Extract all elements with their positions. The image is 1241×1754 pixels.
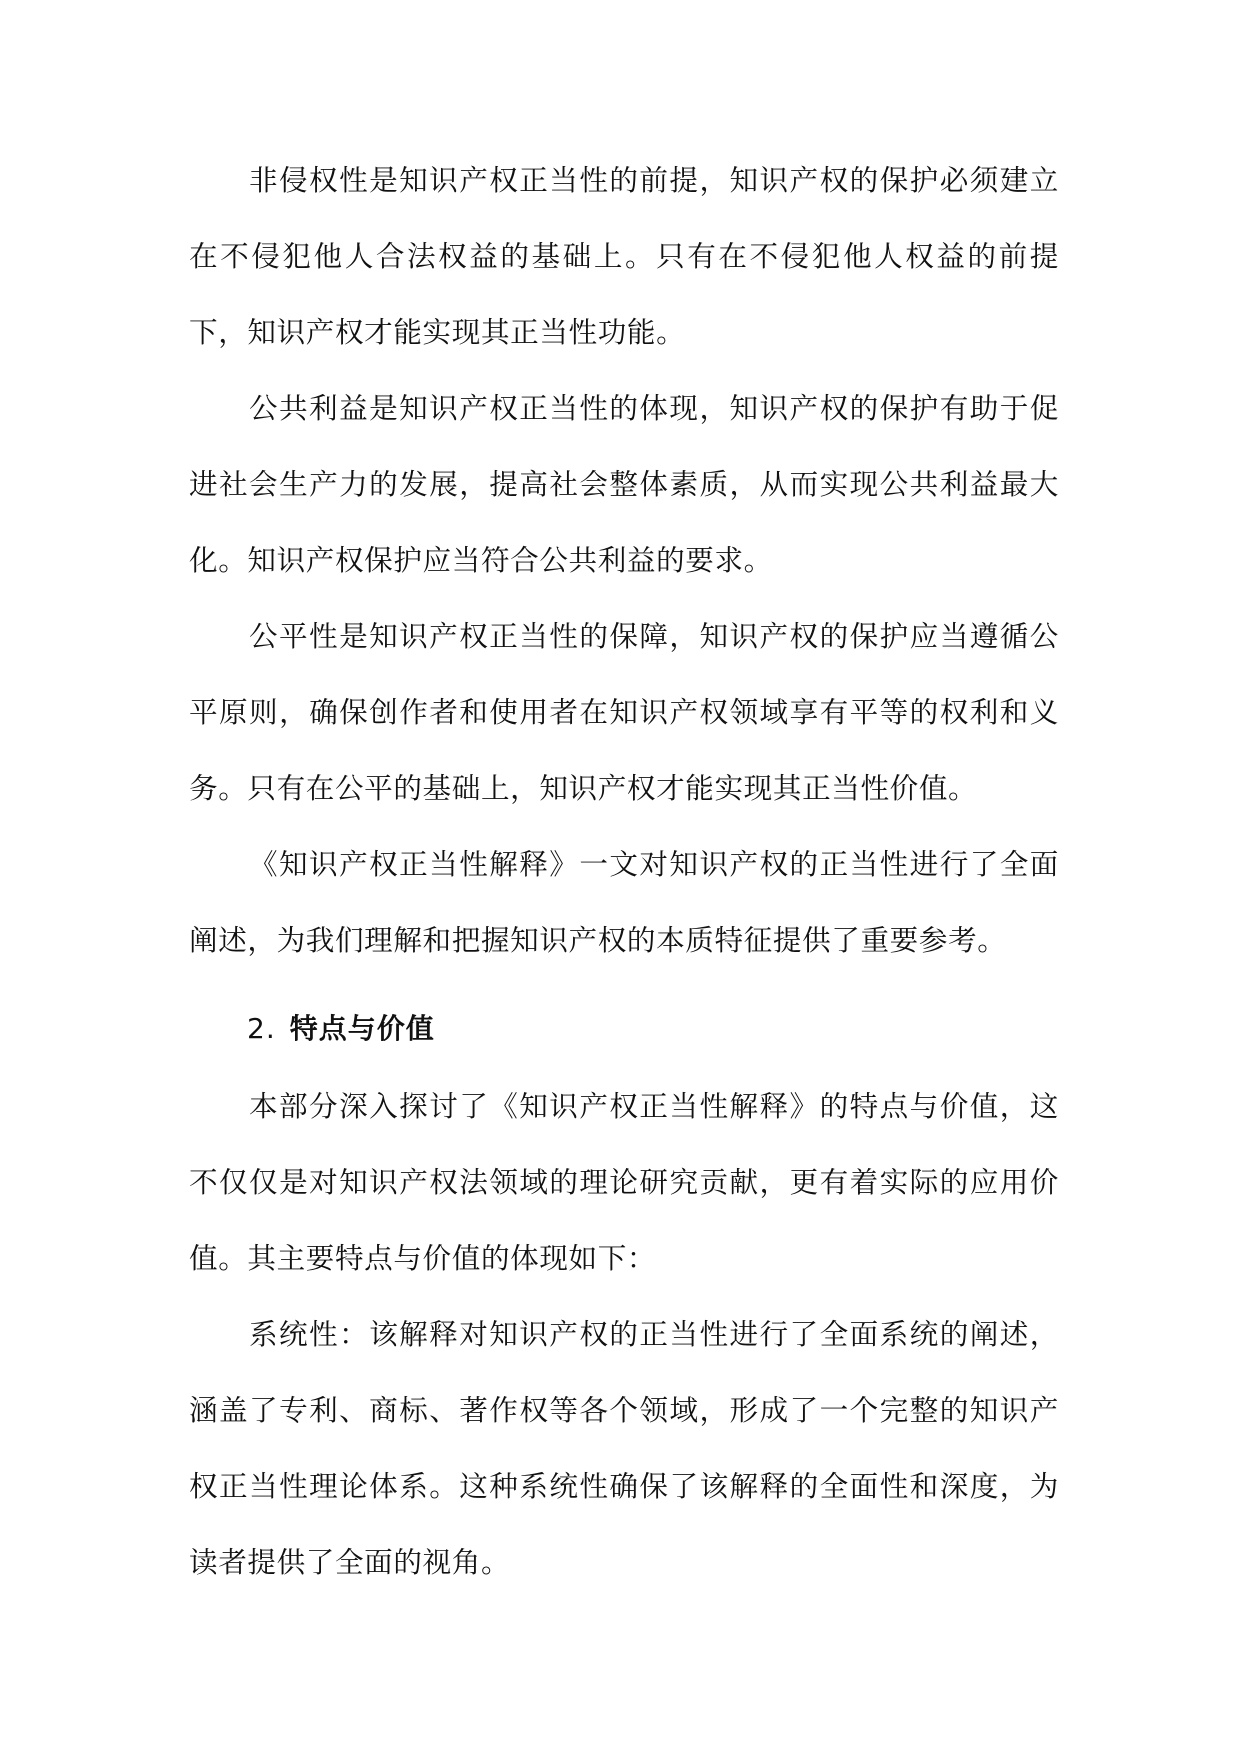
section-number: 2. xyxy=(247,1012,276,1045)
paragraph-public-interest: 公共利益是知识产权正当性的体现，知识产权的保护有助于促进社会生产力的发展，提高社会整体素质，从而实现公共利益最大化。知识产权保护应当符合公共利益的要求。 xyxy=(189,391,1059,577)
paragraph-fairness: 公平性是知识产权正当性的保障，知识产权的保护应当遵循公平原则，确保创作者和使用者在知识产权领域享有平等的权利和义务。只有在公平的基础上，知识产权才能实现其正当性价值。 xyxy=(189,619,1059,805)
section-heading xyxy=(189,990,1059,1068)
section-title: 特点与价值 xyxy=(289,1012,435,1045)
paragraph-systematic: 系统性：该解释对知识产权的正当性进行了全面系统的阐述，涵盖了专利、商标、著作权等各个领域，形成了一个完整的知识产权正当性理论体系。这种系统性确保了该解释的全面性和深度，为读者提供了全面的视角。 xyxy=(189,1317,1059,1579)
paragraph-non-infringement: 非侵权性是知识产权正当性的前提，知识产权的保护必须建立在不侵犯他人合法权益的基础上。只有在不侵犯他人权益的前提下，知识产权才能实现其正当性功能。 xyxy=(189,163,1059,349)
document-body xyxy=(189,142,1059,1600)
paragraph-section-intro: 本部分深入探讨了《知识产权正当性解释》的特点与价值，这不仅仅是对知识产权法领域的理论研究贡献，更有着实际的应用价值。其主要特点与价值的体现如下： xyxy=(189,1089,1059,1275)
paragraph-summary: 《知识产权正当性解释》一文对知识产权的正当性进行了全面阐述，为我们理解和把握知识产权的本质特征提供了重要参考。 xyxy=(189,847,1059,957)
